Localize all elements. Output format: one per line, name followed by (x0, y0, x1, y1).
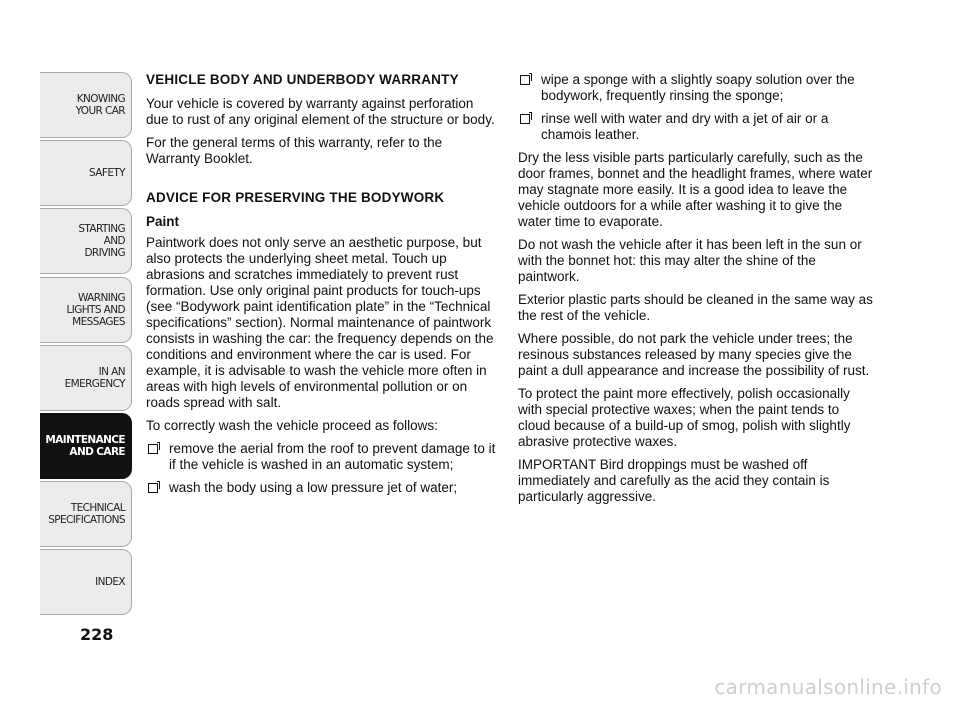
paragraph: To correctly wash the vehicle proceed as follows: (146, 418, 438, 433)
page-number: 228 (80, 625, 114, 644)
section-heading: VEHICLE BODY AND UNDERBODY WARRANTY (146, 72, 459, 87)
tab-in-an-emergency[interactable] (40, 345, 132, 411)
paragraph: Dry the less visible parts particularly carefully, such as the door frames, bonnet and the headlight frames, where water may stagnate more easily. It is a good idea to leave the vehicle outdoors for a while after washing it to give the water time to evaporate. (518, 150, 873, 229)
checkbox-bullet-icon (148, 483, 158, 493)
paragraph: Exterior plastic parts should be cleaned in the same way as the rest of the vehicle. (518, 292, 873, 323)
checkbox-bullet-icon (148, 444, 158, 454)
tab-index[interactable] (40, 549, 132, 615)
paragraph: To protect the paint more effectively, polish occasionally with special protective waxes; when the paint tends to cloud because of a build-up of smog, polish with slightly abrasive protective waxes. (518, 386, 851, 449)
list-item-text: wash the body using a low pressure jet of water; (169, 480, 458, 495)
list-item (518, 72, 873, 104)
paragraph: Your vehicle is covered by warranty against perforation due to rust of any original element of the structure or body. (146, 96, 495, 127)
list-item-text: remove the aerial from the roof to prevent damage to it if the vehicle is washed in an automatic system; (169, 441, 496, 472)
subsection-heading: Paint (146, 214, 180, 229)
tab-label: KNOWING YOUR CAR (75, 93, 125, 117)
list-item-text: wipe a sponge with a slightly soapy solution over the bodywork, frequently rinsing the sponge; (541, 72, 855, 103)
tab-label: IN AN EMERGENCY (64, 366, 125, 390)
paragraph: For the general terms of this warranty, refer to the Warranty Booklet. (146, 135, 443, 166)
list-item-text: rinse well with water and dry with a jet of air or a chamois leather. (541, 111, 829, 142)
tab-starting-and-driving[interactable] (40, 208, 132, 274)
paragraph: Where possible, do not park the vehicle under trees; the resinous substances released by many species give the paint a dull appearance and increase the possibility of rust. (518, 331, 870, 378)
tab-knowing-your-car[interactable] (40, 72, 132, 138)
watermark: carmanualsonline.info (714, 675, 942, 699)
list-item (146, 480, 498, 496)
tab-safety[interactable] (40, 140, 132, 206)
tab-label: MAINTENANCE AND CARE (45, 434, 125, 458)
important-note: IMPORTANT Bird droppings must be washed off immediately and carefully as the acid they contain is particularly aggressive. (518, 457, 830, 504)
tab-label: TECHNICAL SPECIFICATIONS (48, 502, 125, 526)
tab-label: WARNING LIGHTS AND MESSAGES (66, 292, 125, 328)
checkbox-bullet-icon (520, 75, 530, 85)
list-item (146, 441, 498, 473)
paragraph: Paintwork does not only serve an aesthetic purpose, but also protects the underlying sheet metal. Touch up abrasions and scratches immediately to prevent rust formation. Use only original paint products for touch-ups (see “Bodywork paint identification plate” in the “Technical specifications” section). Normal maintenance of paintwork consists in washing the car: the frequency depends on the conditions and environment where the car is used. For example, it is advisable to wash the vehicle more often in areas with high levels of environmental pollution or on roads spread with salt. (146, 235, 494, 410)
left-column (146, 72, 498, 503)
right-column (518, 72, 873, 512)
tab-technical-specifications[interactable] (40, 481, 132, 547)
tab-label: INDEX (95, 576, 125, 588)
list-item (518, 111, 873, 143)
tab-maintenance-and-care[interactable] (40, 413, 132, 479)
paragraph: Do not wash the vehicle after it has been left in the sun or with the bonnet hot: this may alter the shine of the paintwork. (518, 237, 862, 284)
tab-label: SAFETY (89, 167, 125, 179)
section-heading: ADVICE FOR PRESERVING THE BODYWORK (146, 190, 445, 205)
tab-warning-lights-and-messages[interactable] (40, 277, 132, 343)
tab-label: STARTING AND DRIVING (78, 223, 125, 259)
checkbox-bullet-icon (520, 114, 530, 124)
